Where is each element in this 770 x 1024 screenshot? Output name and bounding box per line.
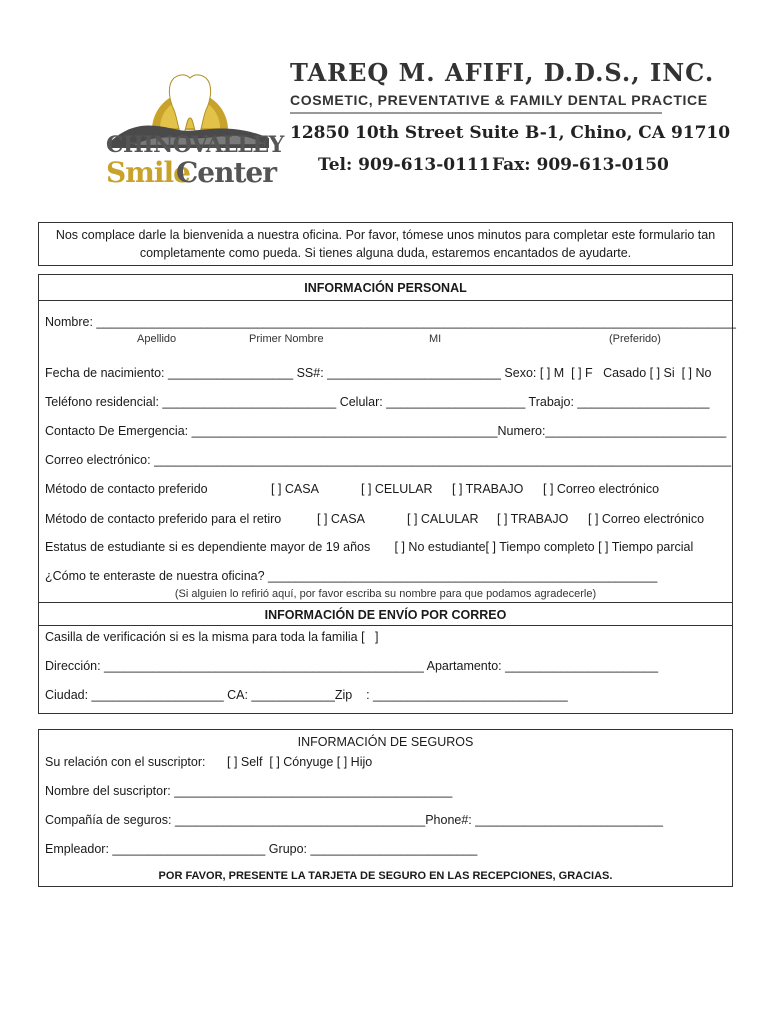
- retiro-contacto-label: Método de contacto preferido para el retiro: [45, 512, 282, 526]
- seguros-heading: INFORMACIÓN DE SEGUROS: [297, 735, 474, 749]
- header-rule: [290, 112, 662, 114]
- como-enteraste-field[interactable]: ¿Cómo te enteraste de nuestra oficina? ________________________________________________________: [45, 569, 658, 583]
- direccion-field[interactable]: Dirección: ______________________________________________ Apartamento: ______________________: [45, 659, 659, 673]
- compania-seguros-field[interactable]: Compañía de seguros: ____________________________________Phone#: ___________________________: [45, 813, 663, 827]
- correo-field[interactable]: Correo electrónico: ___________________________________________________________________________________: [45, 453, 732, 467]
- preferido-label: (Preferido): [609, 333, 661, 345]
- practice-logo: [104, 48, 284, 190]
- estatus-estudiante-field[interactable]: Estatus de estudiante si es dependiente mayor de 19 años [ ] No estudiante[ ] Tiempo completo [ ] Tiempo parcial: [45, 540, 694, 554]
- practice-subtitle: COSMETIC, PREVENTATIVE & FAMILY DENTAL PRACTICE: [290, 92, 708, 108]
- practice-name: TAREQ M. AFIFI, D.D.S., INC.: [290, 58, 715, 87]
- seguros-section: [38, 729, 733, 887]
- primer-nombre-label: Primer Nombre: [249, 333, 324, 345]
- retiro-casa-checkbox[interactable]: [ ] CASA: [317, 512, 365, 526]
- misma-familia-checkbox[interactable]: Casilla de verificación si es la misma para toda la familia [ ]: [45, 630, 379, 644]
- relacion-label: Su relación con el suscriptor:: [45, 755, 206, 769]
- logo-smile: Smile: [106, 156, 190, 189]
- welcome-line2: completamente como pueda. Si tienes alguna duda, estaremos encantados de ayudarte.: [139, 246, 632, 260]
- metodo-contacto-label: Método de contacto preferido: [45, 482, 208, 496]
- metodo-correo-checkbox[interactable]: [ ] Correo electrónico: [543, 482, 660, 496]
- logo-chinovalley: CHINOVALLEY: [106, 132, 284, 158]
- relacion-options[interactable]: [ ] Self [ ] Cónyuge [ ] Hijo: [227, 755, 373, 769]
- metodo-casa-checkbox[interactable]: [ ] CASA: [271, 482, 319, 496]
- personal-info-section: [38, 274, 736, 714]
- retiro-trabajo-checkbox[interactable]: [ ] TRABAJO: [497, 512, 569, 526]
- ciudad-field[interactable]: Ciudad: ___________________ CA: ____________Zip : ____________________________: [45, 688, 568, 702]
- retiro-calular-checkbox[interactable]: [ ] CALULAR: [407, 512, 479, 526]
- welcome-box: [38, 222, 733, 266]
- mi-label: MI: [429, 333, 442, 345]
- practice-address: 12850 10th Street Suite B-1, Chino, CA 91710: [290, 123, 731, 143]
- envio-heading: INFORMACIÓN DE ENVÍO POR CORREO: [264, 608, 507, 622]
- divider: [39, 625, 732, 626]
- telefono-field[interactable]: Teléfono residencial: _________________________ Celular: ____________________ Trabajo: ___________________: [45, 395, 710, 409]
- practice-fax: Fax: 909-613-0150: [492, 155, 669, 175]
- seguro-footer-note: POR FAVOR, PRESENTE LA TARJETA DE SEGURO EN LAS RECEPCIONES, GRACIAS.: [158, 870, 613, 882]
- welcome-line1: Nos complace darle la bienvenida a nuestra oficina. Por favor, tómese unos minutos para completar este formulario tan: [55, 228, 716, 242]
- referido-note: (Si alguien lo refirió aquí, por favor escriba su nombre para que podamos agradecerle): [174, 588, 597, 600]
- apellido-label: Apellido: [137, 333, 177, 345]
- personal-heading: INFORMACIÓN PERSONAL: [304, 281, 467, 295]
- retiro-correo-checkbox[interactable]: [ ] Correo electrónico: [588, 512, 705, 526]
- empleador-field[interactable]: Empleador: ______________________ Grupo: ________________________: [45, 842, 478, 856]
- divider: [39, 602, 732, 603]
- nombre-field[interactable]: Nombre: ____________________________________________________________________________________________: [45, 315, 736, 329]
- logo-center: Center: [176, 156, 276, 189]
- fecha-nacimiento-field[interactable]: Fecha de nacimiento: __________________ SS#: _________________________ Sexo: [ ] M [ ] F Casado [ ] Si [ ] No: [45, 366, 712, 380]
- divider: [39, 300, 732, 301]
- metodo-trabajo-checkbox[interactable]: [ ] TRABAJO: [452, 482, 524, 496]
- practice-tel: Tel: 909-613-0111: [318, 155, 491, 175]
- contacto-emergencia-field[interactable]: Contacto De Emergencia: ____________________________________________Numero:__________________________: [45, 424, 727, 438]
- metodo-celular-checkbox[interactable]: [ ] CELULAR: [361, 482, 433, 496]
- nombre-suscriptor-field[interactable]: Nombre del suscriptor: ________________________________________: [45, 784, 453, 798]
